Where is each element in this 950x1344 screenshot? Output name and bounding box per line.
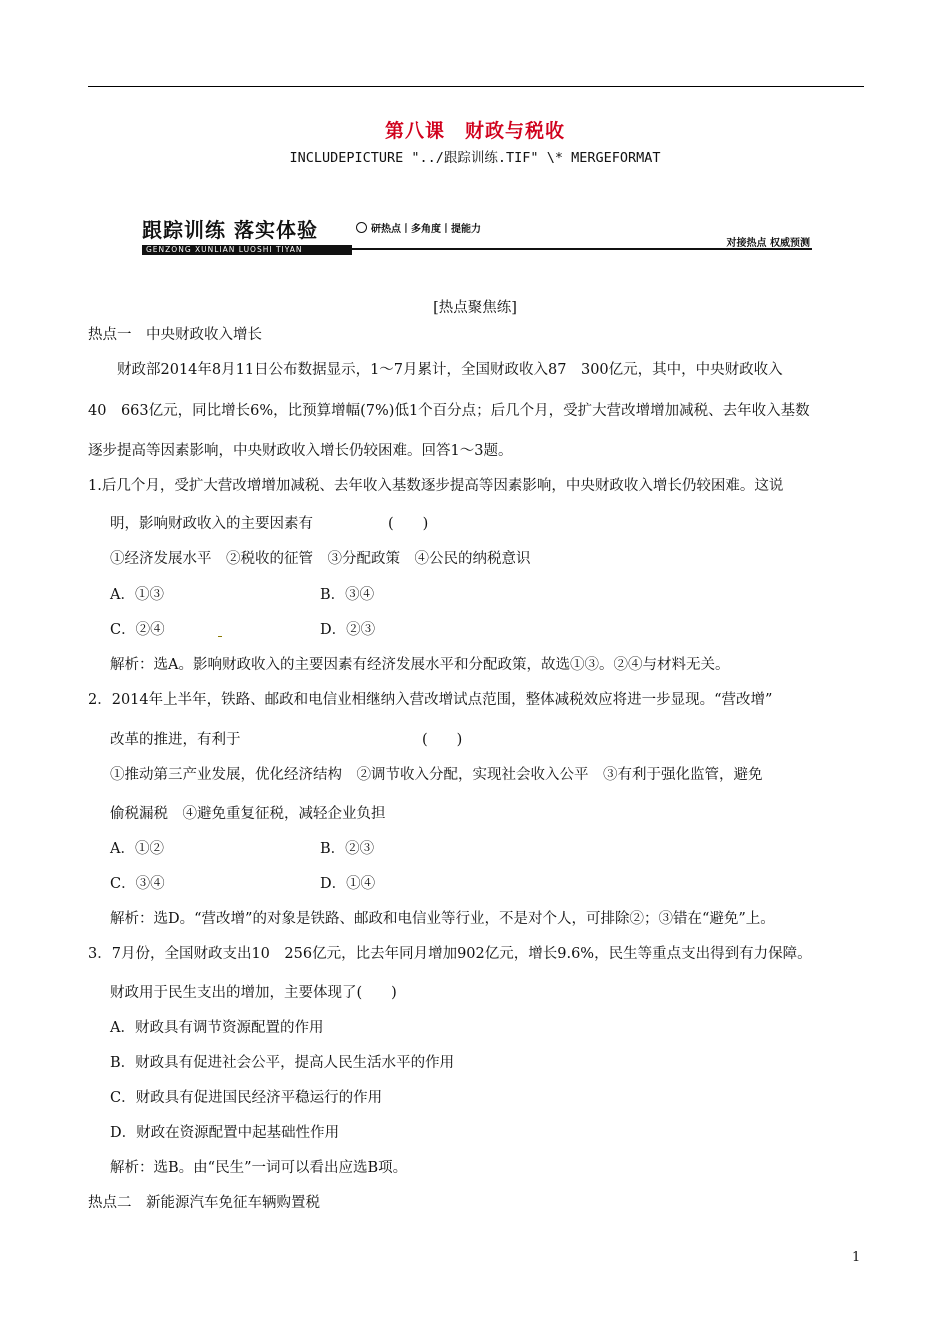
page-title: 第八课 财政与税收 [384, 120, 565, 142]
banner-main-text: 跟踪训练 落实体验 [142, 218, 318, 242]
q3-analysis: 解析：选B。由“民生”一词可以看出应选B项。 [110, 1160, 408, 1176]
q1-analysis: 解析：选A。影响财政收入的主要因素有经济发展水平和分配政策，故选①③。②④与材料无关。 [110, 657, 730, 673]
q2-option-d: D．①④ [320, 876, 376, 892]
q3-option-a: A．财政具有调节资源配置的作用 [110, 1020, 324, 1036]
q2-option-b: B．②③ [320, 841, 375, 857]
q1-answer-paren: ( ) [388, 516, 429, 532]
q3-stem-line-2: 财政用于民生支出的增加，主要体现了( ) [110, 985, 397, 1001]
q3-option-c: C．财政具有促进国民经济平稳运行的作用 [110, 1090, 383, 1106]
section-banner [142, 212, 812, 256]
banner-tag-text: 研热点丨多角度丨提能力 [371, 224, 481, 235]
target-icon [356, 222, 367, 233]
q1-stem-line-1: 1.后几个月，受扩大营改增增加减税、去年收入基数逐步提高等因素影响，中央财政收入增长仍较困难。这说 [88, 478, 784, 494]
q3-option-b: B．财政具有促进社会公平，提高人民生活水平的作用 [110, 1055, 455, 1071]
banner-pinyin-text: GENZONG XUNLIAN LUOSHI TIYAN [142, 245, 352, 255]
q2-items-line-2: 偷税漏税 ④避免重复征税，减轻企业负担 [110, 806, 386, 822]
q2-analysis: 解析：选D。“营改增”的对象是铁路、邮政和电信业等行业，不是对个人，可排除②；③错在“避免”上。 [110, 911, 775, 927]
q1-stem-line-2: 明，影响财政收入的主要因素有 [110, 516, 313, 532]
material-line-1: 财政部2014年8月11日公布数据显示，1～7月累计，全国财政收入87 300亿元，其中，中央财政收入 [88, 362, 783, 378]
q2-option-c: C．③④ [110, 876, 165, 892]
banner-tag [356, 220, 481, 235]
stray-mark [218, 636, 222, 637]
q3-stem-line-1: 3．7月份，全国财政支出10 256亿元，比去年同月增加902亿元，增长9.6%，民生等重点支出得到有力保障。 [88, 946, 812, 962]
hotspot2-heading: 热点二 新能源汽车免征车辆购置税 [88, 1195, 320, 1211]
material-line-2: 40 663亿元，同比增长6%，比预算增幅(7%)低1个百分点；后几个月，受扩大营改增增加减税、去年收入基数 [88, 403, 810, 419]
q2-stem-line-2: 改革的推进，有利于 [110, 732, 241, 748]
q1-option-c: C．②④ [110, 622, 165, 638]
q1-option-b: B．③④ [320, 587, 375, 603]
q2-option-a: A．①② [110, 841, 164, 857]
q1-items: ①经济发展水平 ②税收的征管 ③分配政策 ④公民的纳税意识 [110, 551, 531, 567]
page-number: 1 [852, 1250, 861, 1265]
hotspot1-heading: 热点一 中央财政收入增长 [88, 327, 262, 343]
field-code-text: INCLUDEPICTURE "../跟踪训练.TIF" \* MERGEFORMAT [289, 150, 661, 166]
section-label: [热点聚焦练] [433, 300, 517, 316]
q3-option-d: D．财政在资源配置中起基础性作用 [110, 1125, 340, 1141]
material-line-3: 逐步提高等因素影响，中央财政收入增长仍较困难。回答1～3题。 [88, 443, 513, 459]
q2-items-line-1: ①推动第三产业发展，优化经济结构 ②调节收入分配，实现社会收入公平 ③有利于强化监管，避免 [110, 767, 763, 783]
q1-option-d: D．②③ [320, 622, 376, 638]
q2-stem-line-1: 2．2014年上半年，铁路、邮政和电信业相继纳入营改增试点范围，整体减税效应将进一步显现。“营改增” [88, 692, 773, 708]
q2-answer-paren: ( ) [422, 732, 463, 748]
q1-option-a: A．①③ [110, 587, 164, 603]
banner-right-text: 对接热点 权威预测 [726, 238, 810, 249]
header-rule [88, 86, 864, 87]
